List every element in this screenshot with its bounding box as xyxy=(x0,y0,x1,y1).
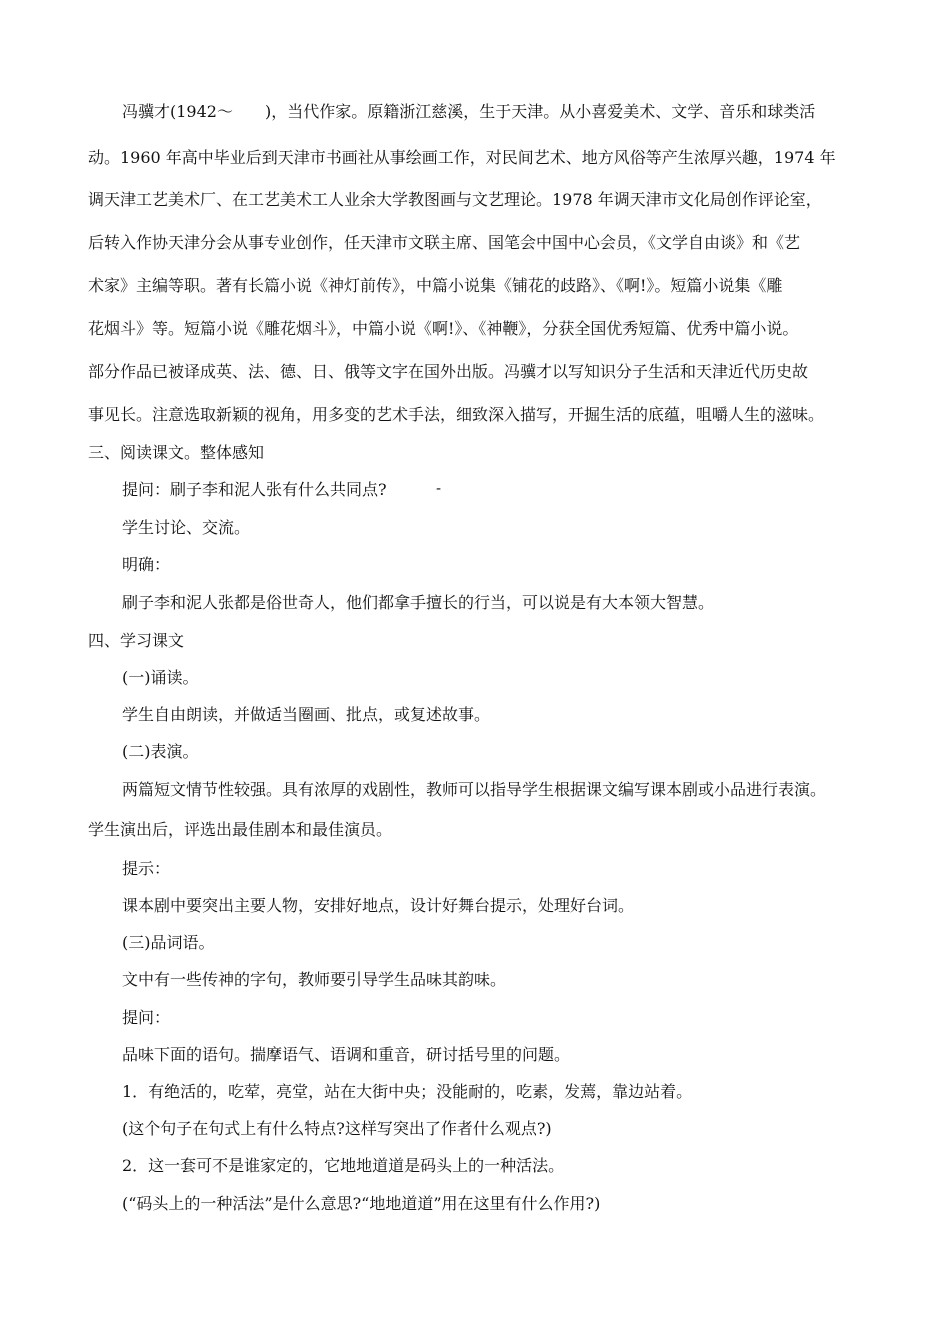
question-text: 提问：刷子李和泥人张有什么共同点? xyxy=(122,480,387,499)
part-2-text-b: 学生演出后，评选出最佳剧本和最佳演员。 xyxy=(88,820,393,839)
intro-line-5: 术家》主编等职。著有长篇小说《神灯前传》，中篇小说集《铺花的歧路》、《啊!》。短篇小说集《雕 xyxy=(88,276,783,295)
intro-line-8: 事见长。注意选取新颖的视角，用多变的艺术手法，细致深入描写，开掘生活的底蕴，咀嚼人生的滋味。 xyxy=(88,405,825,424)
item-2-question: (“码头上的一种活法”是什么意思?“地地道道”用在这里有什么作用?) xyxy=(122,1194,601,1213)
answer-text: 刷子李和泥人张都是俗世奇人，他们都拿手擅长的行当，可以说是有大本领大智慧。 xyxy=(122,593,715,612)
part-3-text: 文中有一些传神的字句，教师要引导学生品味其韵味。 xyxy=(122,970,507,989)
intro-line-6: 花烟斗》等。短篇小说《雕花烟斗》，中篇小说《啊!》、《神鞭》，分获全国优秀短篇、优秀中篇小说。 xyxy=(88,319,799,338)
discuss-text: 学生讨论、交流。 xyxy=(122,518,251,537)
stray-dash: - xyxy=(436,479,442,497)
intro-line-2: 动。1960 年高中毕业后到天津市书画社从事绘画工作，对民间艺术、地方风俗等产生浓厚兴趣，1974 年 xyxy=(88,148,836,167)
clarify-label: 明确： xyxy=(122,555,171,574)
part-3-title: (三)品词语。 xyxy=(122,933,215,952)
intro-line-1: 冯骥才(1942～ )，当代作家。原籍浙江慈溪，生于天津。从小喜爱美术、文学、音乐和球类活 xyxy=(122,102,816,121)
intro-line-3: 调天津工艺美术厂、在工艺美术工人业余大学教图画与文艺理论。1978 年调天津市文化局创作评论室， xyxy=(88,190,822,209)
ask-label: 提问： xyxy=(122,1008,171,1027)
intro-line-4: 后转入作协天津分会从事专业创作，任天津市文联主席、国笔会中国中心会员，《文学自由谈》和《艺 xyxy=(88,233,801,252)
intro-line-7: 部分作品已被译成英、法、德、日、俄等文字在国外出版。冯骥才以写知识分子生活和天津近代历史故 xyxy=(88,362,809,381)
item-2: 2．这一套可不是谁家定的，它地地道道是码头上的一种活法。 xyxy=(122,1156,565,1175)
part-1-title: (一)诵读。 xyxy=(122,668,199,687)
hint-label: 提示： xyxy=(122,859,171,878)
hint-text: 课本剧中要突出主要人物，安排好地点，设计好舞台提示，处理好台词。 xyxy=(122,896,635,915)
item-1: 1．有绝活的，吃荤，亮堂，站在大街中央；没能耐的，吃素，发蔫，靠边站着。 xyxy=(122,1082,693,1101)
part-2-text-a: 两篇短文情节性较强。具有浓厚的戏剧性，教师可以指导学生根据课文编写课本剧或小品进行表演。 xyxy=(122,780,827,799)
section-3-heading: 三、阅读课文。整体感知 xyxy=(88,443,265,462)
item-1-question: (这个句子在句式上有什么特点?这样写突出了作者什么观点?) xyxy=(122,1119,552,1138)
section-4-heading: 四、学习课文 xyxy=(88,631,185,650)
part-1-text: 学生自由朗读，并做适当圈画、批点，或复述故事。 xyxy=(122,705,491,724)
part-2-title: (二)表演。 xyxy=(122,742,199,761)
ask-text: 品味下面的语句。揣摩语气、语调和重音，研讨括号里的问题。 xyxy=(122,1045,571,1064)
